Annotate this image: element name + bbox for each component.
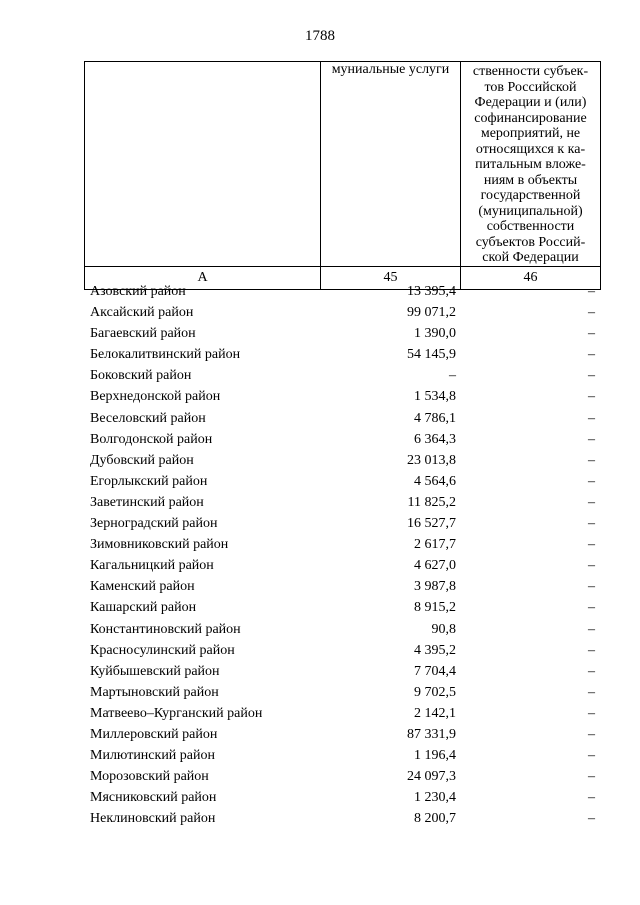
value-45: 4 395,2 bbox=[414, 642, 456, 658]
value-46: – bbox=[588, 284, 595, 299]
value-45: 4 564,6 bbox=[414, 473, 456, 489]
page-number: 1788 bbox=[305, 28, 335, 44]
value-45: 16 527,7 bbox=[407, 516, 456, 532]
district-name: Каменский район bbox=[90, 579, 195, 595]
value-46: – bbox=[588, 494, 595, 510]
value-46: – bbox=[588, 410, 595, 426]
district-name: Дубовский район bbox=[90, 452, 194, 468]
header-46-line: Федерации и (или) bbox=[474, 95, 587, 110]
table-row bbox=[84, 344, 601, 365]
value-45: 11 825,2 bbox=[407, 494, 456, 510]
header-46-line: ственности субъек- bbox=[472, 64, 589, 79]
value-45: 13 395,4 bbox=[407, 284, 456, 299]
district-name: Мартыновский район bbox=[90, 684, 219, 700]
value-45: 8 915,2 bbox=[414, 600, 456, 616]
value-46: – bbox=[588, 769, 595, 785]
value-46: – bbox=[588, 473, 595, 489]
value-46: – bbox=[588, 642, 595, 658]
value-46: – bbox=[588, 705, 595, 721]
value-46: – bbox=[588, 558, 595, 574]
district-name: Боковский район bbox=[90, 368, 192, 384]
header-row bbox=[85, 62, 601, 267]
value-45: 1 196,4 bbox=[414, 748, 456, 764]
header-cell-name bbox=[85, 62, 321, 267]
table-row bbox=[84, 724, 601, 745]
header-46-line: мероприятий, не bbox=[480, 126, 581, 141]
value-46: – bbox=[588, 790, 595, 806]
value-46: – bbox=[588, 537, 595, 553]
value-45: 7 704,4 bbox=[414, 663, 456, 679]
district-name: Заветинский район bbox=[90, 494, 204, 510]
district-name: Егорлыкский район bbox=[90, 473, 208, 489]
table-row bbox=[84, 597, 601, 618]
value-46: – bbox=[588, 600, 595, 616]
header-46-line: тов Российской bbox=[484, 79, 577, 95]
header-46-line: (муниципальной) bbox=[478, 203, 583, 219]
value-46: – bbox=[588, 305, 595, 321]
table-row bbox=[84, 808, 601, 829]
table-row bbox=[84, 661, 601, 682]
table-row bbox=[84, 281, 601, 302]
column-number-45: 45 bbox=[321, 266, 461, 289]
table-row bbox=[84, 513, 601, 534]
value-46: – bbox=[588, 389, 595, 405]
district-name: Зерноградский район bbox=[90, 516, 218, 532]
value-45: 99 071,2 bbox=[407, 305, 456, 321]
value-45: 4 786,1 bbox=[414, 410, 456, 426]
column-number-46: 46 bbox=[461, 266, 601, 289]
district-name: Кашарский район bbox=[90, 600, 197, 616]
table-row bbox=[84, 619, 601, 640]
district-name: Красносулинский район bbox=[90, 642, 235, 658]
district-name: Милютинский район bbox=[90, 748, 216, 764]
value-46: – bbox=[588, 516, 595, 532]
district-name: Морозовский район bbox=[90, 769, 209, 785]
value-46: – bbox=[588, 621, 595, 637]
table-row bbox=[84, 365, 601, 386]
table-row bbox=[84, 555, 601, 576]
district-name: Мясниковский район bbox=[90, 790, 217, 806]
district-name: Азовский район bbox=[90, 284, 186, 299]
header-46-line: относящихся к ка- bbox=[475, 141, 586, 157]
district-name: Миллеровский район bbox=[90, 726, 218, 742]
value-45: 2 142,1 bbox=[414, 705, 456, 721]
value-46: – bbox=[588, 326, 595, 342]
header-46-line: собственности bbox=[486, 219, 575, 234]
value-45: 9 702,5 bbox=[414, 684, 456, 700]
district-name: Константиновский район bbox=[90, 621, 241, 637]
district-name: Верхнедонской район bbox=[90, 389, 221, 405]
value-45: 1 390,0 bbox=[414, 326, 456, 342]
header-cell-45: муниальные услуги bbox=[321, 62, 461, 267]
header-46-line: государственной bbox=[480, 188, 581, 203]
district-name: Веселовский район bbox=[90, 410, 206, 426]
value-46: – bbox=[588, 431, 595, 447]
value-45: 54 145,9 bbox=[407, 347, 456, 363]
value-45: 4 627,0 bbox=[414, 558, 456, 574]
header-46-line: питальным вложе- bbox=[475, 157, 586, 172]
district-name: Зимовниковский район bbox=[90, 537, 229, 553]
value-45: 24 097,3 bbox=[407, 769, 456, 785]
table-body bbox=[84, 281, 601, 829]
value-45: 87 331,9 bbox=[407, 726, 456, 742]
table-row bbox=[84, 640, 601, 661]
table-row bbox=[84, 534, 601, 555]
table-row bbox=[84, 745, 601, 766]
district-name: Аксайский район bbox=[90, 305, 194, 321]
table-row bbox=[84, 450, 601, 471]
value-45: 2 617,7 bbox=[414, 537, 456, 553]
value-46: – bbox=[588, 347, 595, 363]
district-name: Неклиновский район bbox=[90, 811, 216, 827]
table-row bbox=[84, 787, 601, 808]
table-row bbox=[84, 471, 601, 492]
value-46: – bbox=[588, 368, 595, 384]
header-cell-46 bbox=[461, 62, 601, 267]
header-46-line: софинансирование bbox=[474, 110, 587, 126]
district-name: Багаевский район bbox=[90, 326, 196, 342]
value-45: 1 534,8 bbox=[414, 389, 456, 405]
table-row bbox=[84, 492, 601, 513]
value-46: – bbox=[588, 684, 595, 700]
table-row bbox=[84, 576, 601, 597]
district-name: Куйбышевский район bbox=[90, 663, 220, 679]
value-45: 3 987,8 bbox=[414, 579, 456, 595]
value-45: 23 013,8 bbox=[407, 452, 456, 468]
header-46-line: ниям в объекты bbox=[483, 172, 578, 188]
value-45: 90,8 bbox=[431, 621, 456, 637]
value-46: – bbox=[588, 452, 595, 468]
table-row bbox=[84, 682, 601, 703]
table-row bbox=[84, 429, 601, 450]
district-name: Белокалитвинский район bbox=[90, 347, 241, 363]
value-46: – bbox=[588, 726, 595, 742]
value-46: – bbox=[588, 663, 595, 679]
table-row bbox=[84, 408, 601, 429]
table-row bbox=[84, 386, 601, 407]
header-46-line: субъектов Россий- bbox=[475, 234, 586, 250]
district-name: Кагальницкий район bbox=[90, 558, 214, 574]
value-45: – bbox=[449, 368, 456, 384]
district-name: Волгодонской район bbox=[90, 431, 213, 447]
value-46: – bbox=[588, 579, 595, 595]
table-row bbox=[84, 703, 601, 724]
value-46: – bbox=[588, 748, 595, 764]
value-45: 6 364,3 bbox=[414, 431, 456, 447]
district-name: Матвеево–Курганский район bbox=[90, 705, 263, 721]
table-header bbox=[84, 61, 601, 290]
table-row bbox=[84, 766, 601, 787]
header-46-line: ской Федерации bbox=[482, 250, 579, 265]
value-45: 8 200,7 bbox=[414, 811, 456, 827]
value-46: – bbox=[588, 811, 595, 827]
table-row bbox=[84, 323, 601, 344]
table-row bbox=[84, 302, 601, 323]
value-45: 1 230,4 bbox=[414, 790, 456, 806]
column-number-a: А bbox=[85, 266, 321, 289]
